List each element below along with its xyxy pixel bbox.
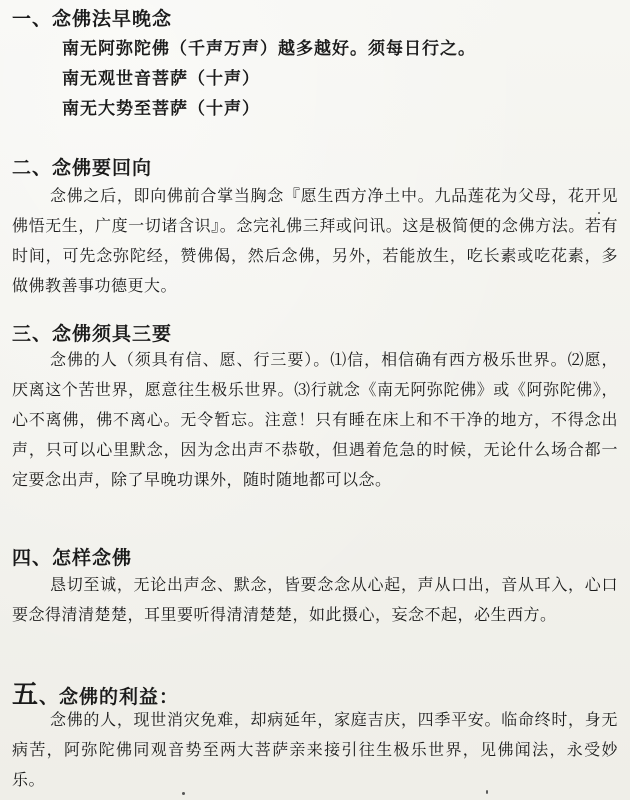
section-1-line-3: 南无大势至菩萨（十声） [62,99,260,119]
section-3-paragraph: 念佛的人（须具有信、愿、行三要）。⑴信，相信确有西方极乐世界。⑵愿，厌离这个苦世界，愿意往生极乐世界。⑶行就念《南无阿弥陀佛》或《阿弥陀佛》，心不离佛，佛不离心。无令暂忘。注意！只有睡在床上和不干净的地方，不得念出声，只可以心里默念，因为念出声不恭敬，但遇着危急的时候，无论什么场合都一定要念出声，除了早晚功课外，随时随地都可以念。 [12,350,618,489]
section-1-heading: 一、念佛法早晚念 [12,8,173,30]
section-4-paragraph: 恳切至诚，无论出声念、默念，皆要念念从心起，声从口出，音从耳入，心口要念得清清楚楚，耳里要听得清清楚楚，如此摄心，妄念不起，必生西方。 [12,575,618,624]
section-2-paragraph: 念佛之后，即向佛前合掌当胸念『愿生西方净土中。九品莲花为父母，花开见佛悟无生，广度一切诸含识』。念完礼佛三拜或问讯。这是极简便的念佛方法。若有时间，可先念弥陀经，赞佛偈，然后念佛，另外，若能放生，吃长素或吃花素，多做佛教善事功德更大。 [12,186,618,295]
section-1-line-1: 南无阿弥陀佛（千声万声）越多越好。须每日行之。 [62,39,476,59]
section-5-heading-number: 五 [12,680,40,710]
section-5-paragraph: 念佛的人，现世消灾免难，却病延年，家庭吉庆，四季平安。临命终时，身无病苦，阿弥陀佛同观音势至两大菩萨亲来接引往生极乐世界，见佛闻法，永受妙乐。 [12,710,618,789]
section-1-line-2: 南无观世音菩萨（十声） [62,69,260,89]
section-5-heading-text: 、念佛的利益： [39,686,180,708]
section-2-heading: 二、念佛要回向 [12,157,153,179]
section-4-heading: 四、怎样念佛 [12,547,133,569]
section-3-heading: 三、念佛须具三要 [12,323,173,345]
